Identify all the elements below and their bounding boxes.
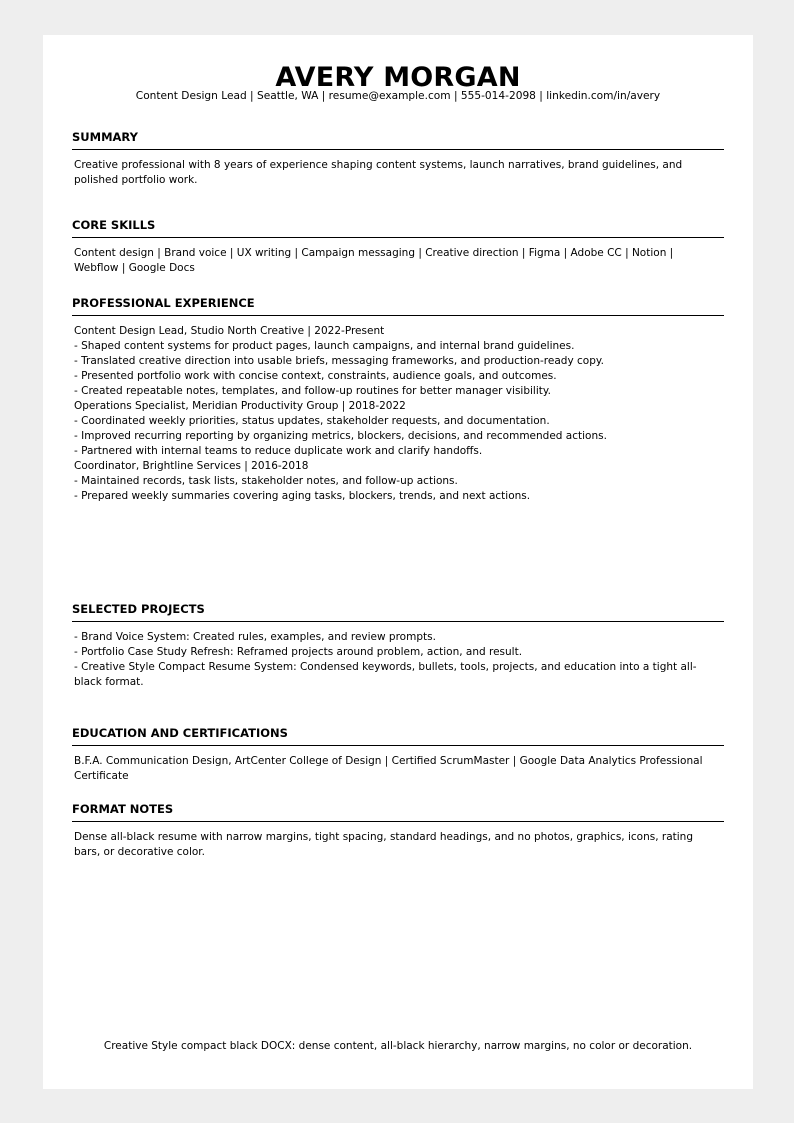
experience-bullet: - Prepared weekly summaries covering aging tasks, blockers, trends, and next actions. bbox=[74, 490, 531, 502]
project-item: - Portfolio Case Study Refresh: Reframed projects around problem, action, and result. bbox=[74, 646, 523, 658]
projects-list bbox=[74, 630, 714, 690]
experience-role: Content Design Lead, Studio North Creative | 2022-Present bbox=[74, 325, 385, 337]
education-details: B.F.A. Communication Design, ArtCenter College of Design | Certified ScrumMaster | Google Data Analytics Professional Certificate bbox=[74, 755, 703, 782]
experience-bullet: - Created repeatable notes, templates, and follow-up routines for better manager visibility. bbox=[74, 385, 551, 397]
summary-text bbox=[74, 158, 714, 188]
projects-heading: SELECTED PROJECTS bbox=[72, 602, 724, 622]
experience-bullet: - Partnered with internal teams to reduce duplicate work and clarify handoffs. bbox=[74, 445, 483, 457]
resume-page bbox=[43, 35, 753, 1089]
skills-text bbox=[74, 246, 714, 276]
experience-bullet: - Shaped content systems for product pages, launch campaigns, and internal brand guidelines. bbox=[74, 340, 575, 352]
experience-bullet: - Presented portfolio work with concise context, constraints, audience goals, and outcomes. bbox=[74, 370, 557, 382]
footer-note: Creative Style compact black DOCX: dense content, all-black hierarchy, narrow margins, no color or decoration. bbox=[103, 1040, 693, 1052]
summary-heading: SUMMARY bbox=[72, 130, 724, 150]
candidate-name: AVERY MORGAN bbox=[275, 62, 521, 93]
skills-list: Content design | Brand voice | UX writing | Campaign messaging | Creative direction | Figma | Adobe CC | Notion | Webflow | Google Docs bbox=[74, 247, 674, 274]
education-heading: EDUCATION AND CERTIFICATIONS bbox=[72, 726, 724, 746]
experience-bullet: - Translated creative direction into usable briefs, messaging frameworks, and production-ready copy. bbox=[74, 355, 604, 367]
format-notes-text bbox=[74, 830, 714, 860]
summary-paragraph: Creative professional with 8 years of experience shaping content systems, launch narratives, brand guidelines, and polished portfolio work. bbox=[74, 159, 683, 186]
contact-line: Content Design Lead | Seattle, WA | resume@example.com | 555-014-2098 | linkedin.com/in/avery bbox=[135, 90, 661, 102]
experience-bullet: - Maintained records, task lists, stakeholder notes, and follow-up actions. bbox=[74, 475, 458, 487]
experience-bullet: - Improved recurring reporting by organizing metrics, blockers, decisions, and recommended actions. bbox=[74, 430, 607, 442]
project-item: - Creative Style Compact Resume System: Condensed keywords, bullets, tools, projects, and education into a tight all-black format. bbox=[74, 661, 697, 688]
experience-role: Operations Specialist, Meridian Productivity Group | 2018-2022 bbox=[74, 400, 406, 412]
experience-role: Coordinator, Brightline Services | 2016-2018 bbox=[74, 460, 309, 472]
format-notes-paragraph: Dense all-black resume with narrow margins, tight spacing, standard headings, and no photos, graphics, icons, rating bars, or decorative color. bbox=[74, 831, 693, 858]
skills-heading: CORE SKILLS bbox=[72, 218, 724, 238]
project-item: - Brand Voice System: Created rules, examples, and review prompts. bbox=[74, 631, 436, 643]
format-notes-heading: FORMAT NOTES bbox=[72, 802, 724, 822]
experience-heading: PROFESSIONAL EXPERIENCE bbox=[72, 296, 724, 316]
experience-bullet: - Coordinated weekly priorities, status updates, stakeholder requests, and documentation. bbox=[74, 415, 550, 427]
education-text bbox=[74, 754, 714, 784]
experience-list bbox=[74, 324, 714, 504]
